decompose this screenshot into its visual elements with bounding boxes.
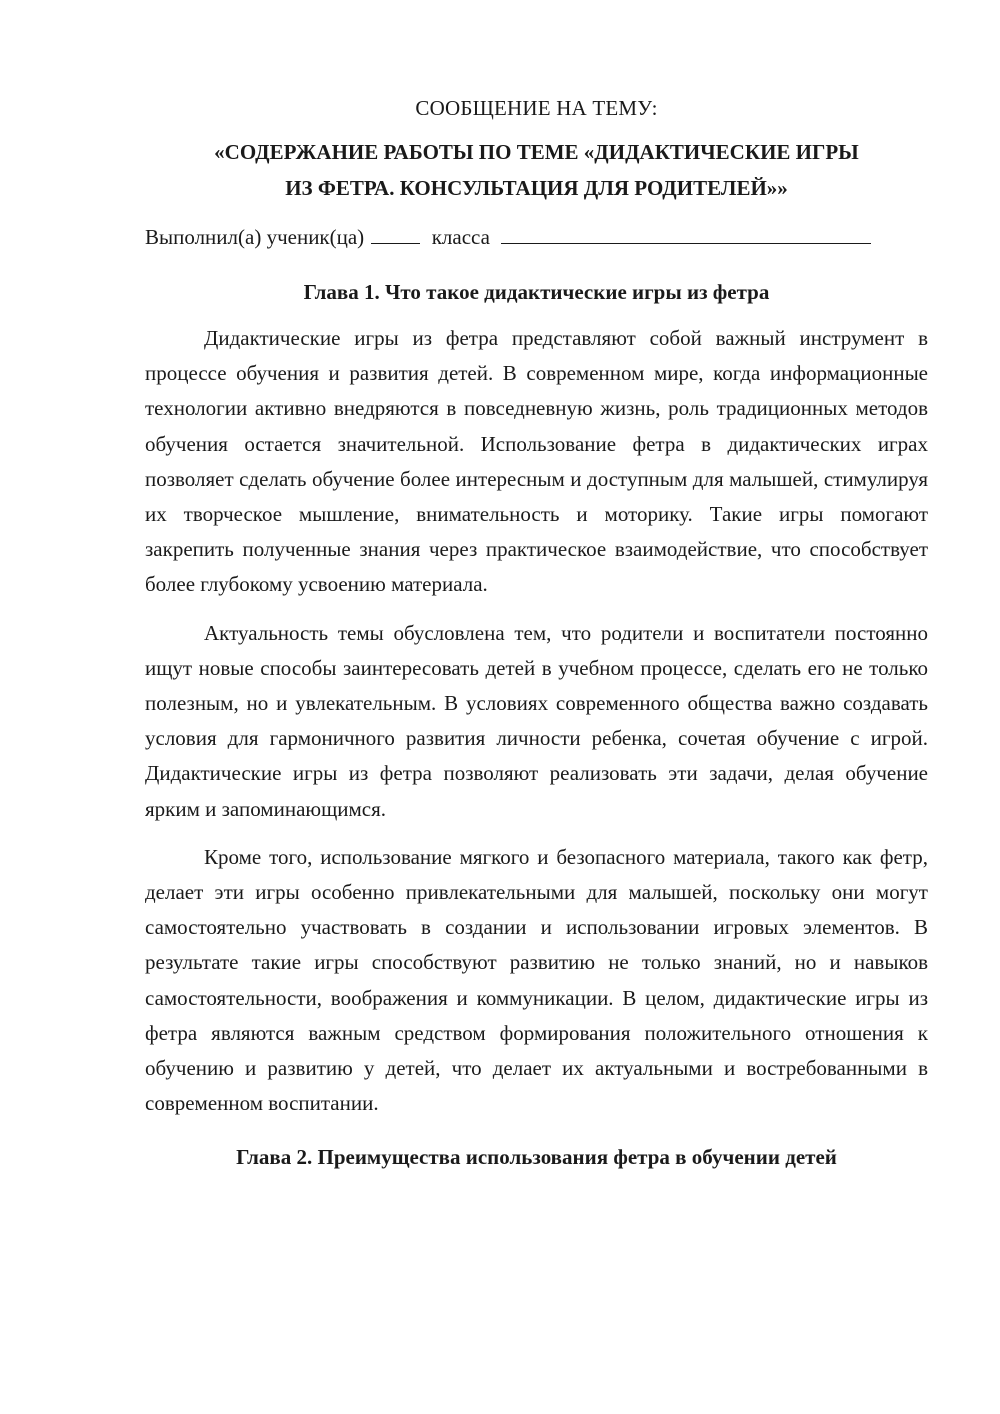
chapter-1-paragraph-3: Кроме того, использование мягкого и безопасного материала, такого как фетр, делает эти игры особенно привлекательными для малышей, поскольку они могут самостоятельно участвовать в создании и использовании игровых элементов. В результате такие игры способствуют развитию не только знаний, но и навыков самостоятельности, воображения и коммуникации. В целом, дидактические игры из фетра являются важным средством формирования положительного отношения к обучению и развитию у детей, что делает их актуальными и востребованными в современном воспитании. <box>145 844 928 1116</box>
class-number-blank <box>371 223 420 244</box>
author-line <box>145 219 928 255</box>
chapter-1-heading: Глава 1. Что такое дидактические игры из фетра <box>303 280 770 304</box>
author-name-blank <box>501 223 871 244</box>
document-title-line-2: ИЗ ФЕТРА. КОНСУЛЬТАЦИЯ ДЛЯ РОДИТЕЛЕЙ»» <box>285 176 788 200</box>
document-kind: СООБЩЕНИЕ НА ТЕМУ: <box>415 96 658 120</box>
chapter-1-paragraph-2: Актуальность темы обусловлена тем, что родители и воспитатели постоянно ищут новые способы заинтересовать детей в учебном процессе, сделать его не только полезным, но и увлекательным. В условиях современного общества важно создавать условия для гармоничного развития личности ребенка, сочетая обучение с игрой. Дидактические игры из фетра позволяют реализовать эти задачи, делая обучение ярким и запоминающимся. <box>145 620 928 821</box>
document-title <box>145 134 928 206</box>
author-prefix: Выполнил(а) ученик(ца) <box>145 225 365 249</box>
class-label: класса <box>431 225 490 249</box>
document-page <box>145 90 928 1186</box>
document-title-line-1: «СОДЕРЖАНИЕ РАБОТЫ ПО ТЕМЕ «ДИДАКТИЧЕСКИЕ ИГРЫ <box>214 140 859 164</box>
chapter-2-heading: Глава 2. Преимущества использования фетра в обучении детей <box>236 1145 837 1170</box>
chapter-1-paragraph-1: Дидактические игры из фетра представляют собой важный инструмент в процессе обучения и развития детей. В современном мире, когда информационные технологии активно внедряются в повседневную жизнь, роль традиционных методов обучения остается значительной. Использование фетра в дидактических играх позволяет сделать обучение более интересным и доступным для малышей, стимулируя их творческое мышление, внимательность и моторику. Такие игры помогают закрепить полученные знания через практическое взаимодействие, что способствует более глубокому усвоению материала. <box>145 326 928 597</box>
